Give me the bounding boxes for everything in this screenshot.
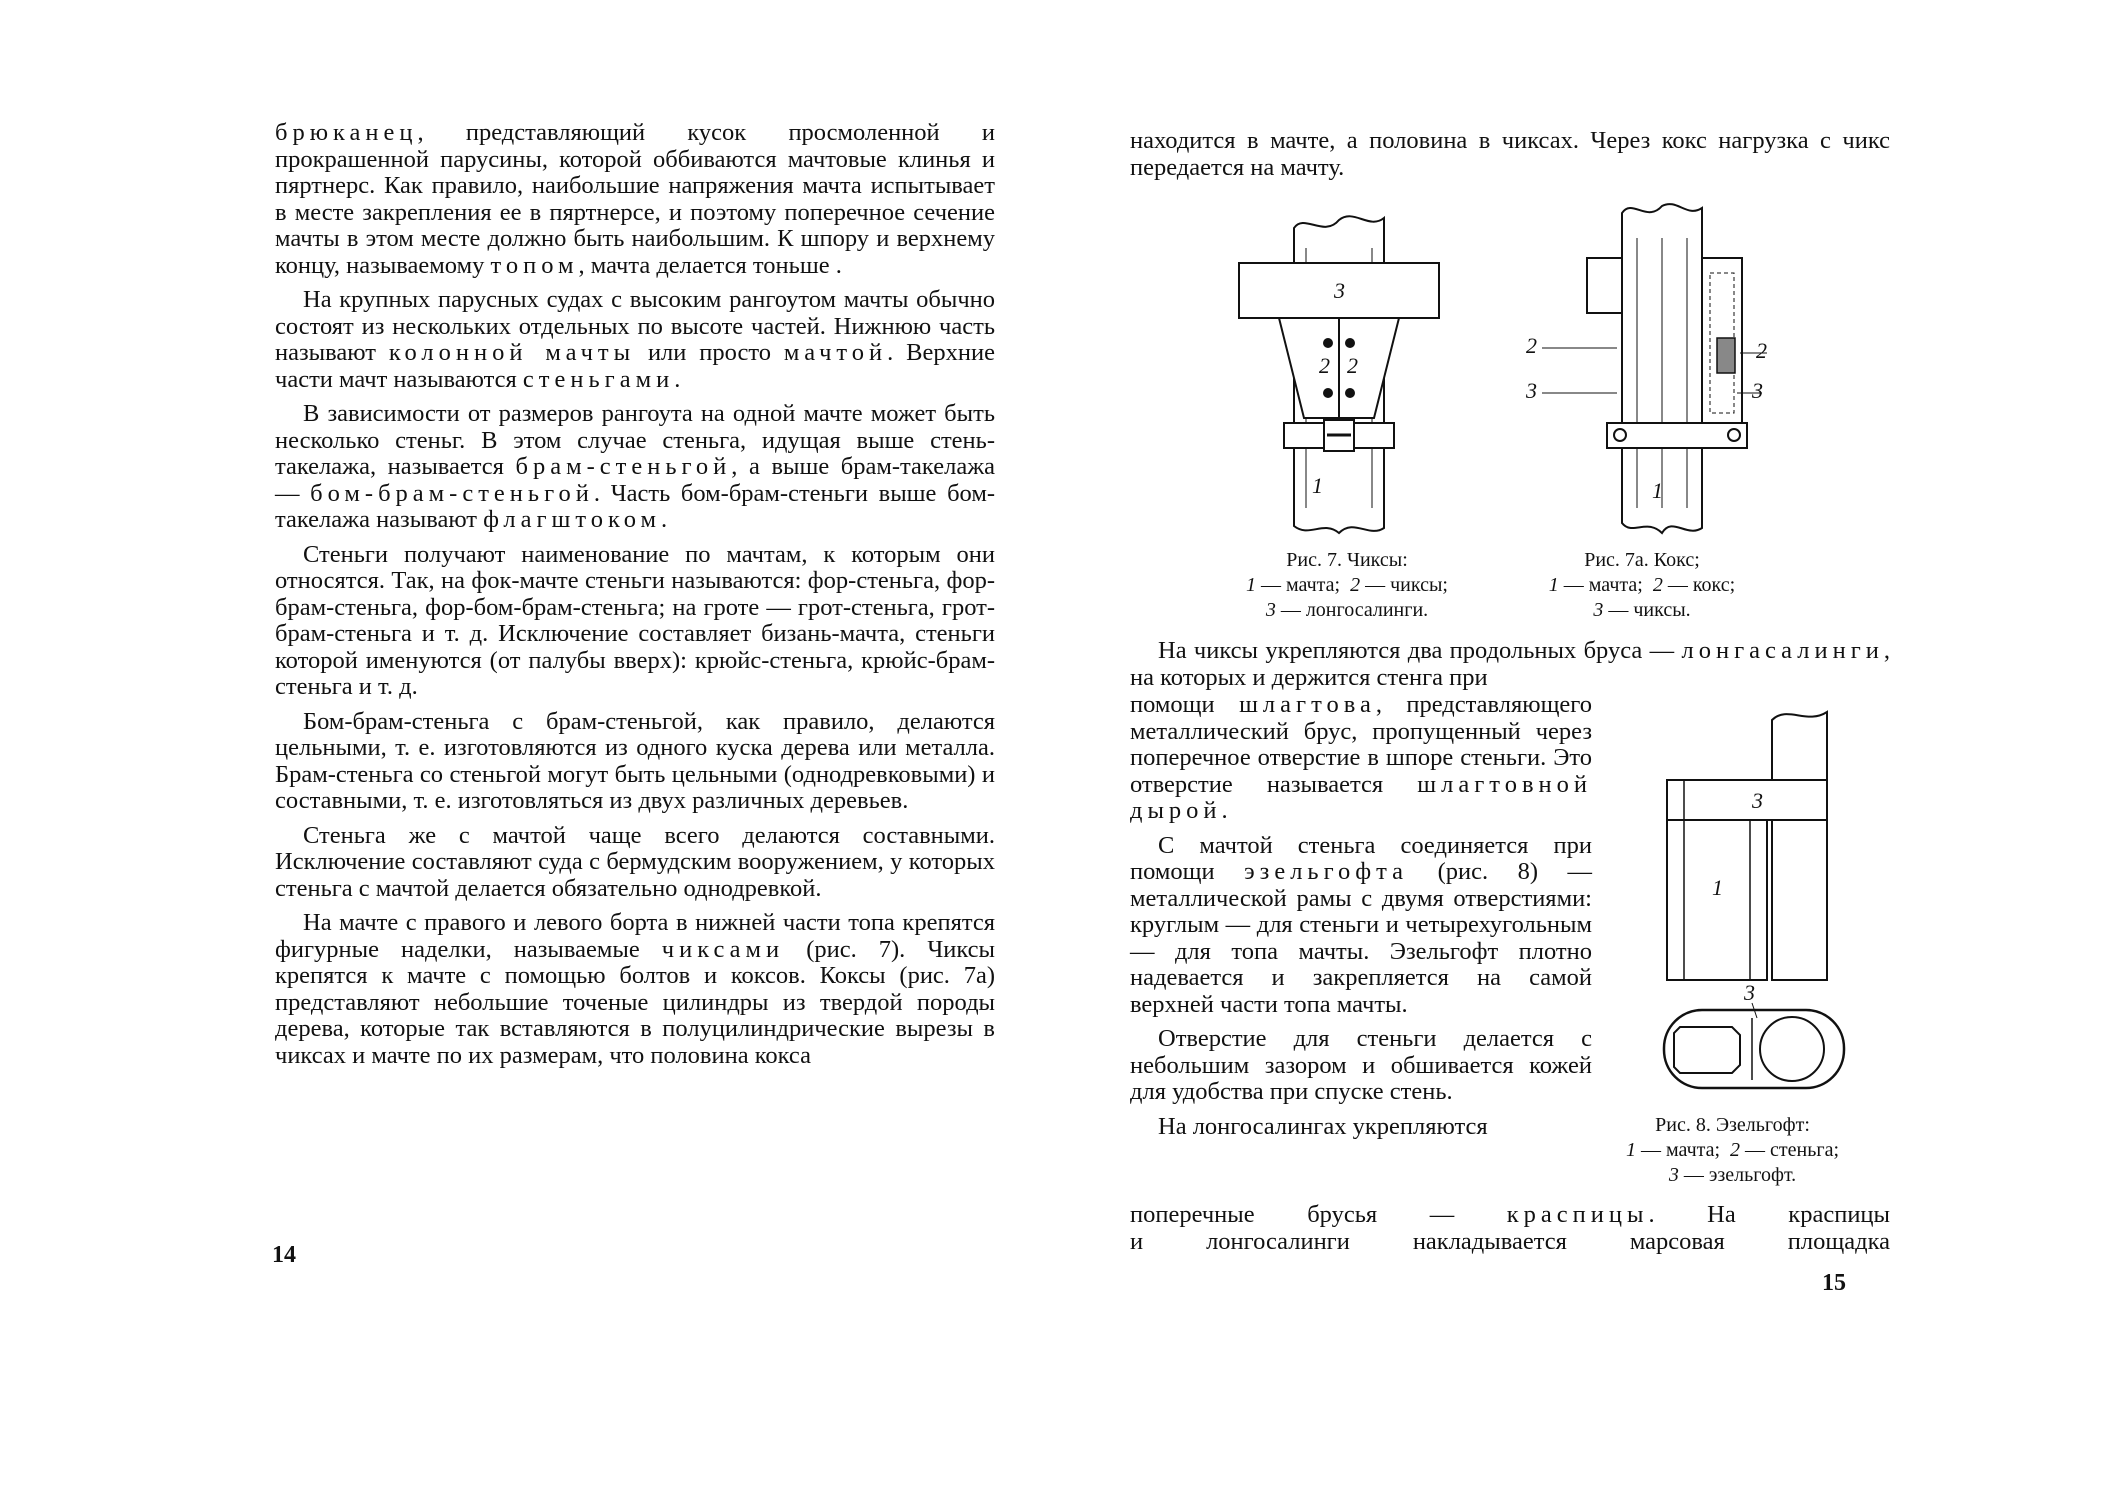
fig7a-label-2-left: 2	[1526, 333, 1537, 358]
text-run: (рис. 7). Чиксы крепятся к мачте с помощью болтов и коксов. Коксы (рис. 7а) представляют небольшие точеные цилиндры из твердой породы дерева, которые так вставляются в полуцилиндрические вырезы в чиксах и мачте по их размерам, что половина кокса	[275, 935, 995, 1069]
text-run: Стеньга же с мачтой чаще всего делаются составными. Исключение составляют суда с бермудским вооружением, у которых стеньга с мачтой делается обязательно однодревкой.	[275, 821, 995, 902]
right-narrow-column	[1130, 692, 1592, 1148]
fig7-caption	[1202, 548, 1492, 623]
fig7-label-3: 3	[1334, 278, 1345, 303]
text-run: , представляющий кусок просмоленной и прокрашенной парусины, которой оббиваются мачтовые клинья и пяртнерс. Как правило, наибольшие напряжения мачта испытывает в месте закрепления ее в пяртнерсе, и поэтому поперечное сечение мачты в этом месте должно быть наибольшим. К шпору и верхнему концу, называемому	[275, 119, 995, 279]
text-run: Стеньги получают наименование по мачтам, к которым они относятся. Так, на фок-мачте стеньги называются: фор-стеньга, фор-брам-стеньга, фор-бом-брам-стеньга; на гроте — грот-стеньга, грот-брам-стеньга и т. д. Исключение составляет бизань-мачта, стеньги которой именуются (от палубы вверх): крюйс-стеньга, крюйс-брам-стеньга и т. д.	[275, 540, 995, 700]
right-bottom-lines	[1130, 1202, 1890, 1255]
figure-7a-coak-diagram	[1512, 198, 1772, 538]
fig8-label-1: 1	[1712, 875, 1723, 900]
text-run: . Часть бом-брам-стеньги выше бом-такелажа называют	[275, 479, 995, 533]
fig8-caption-title: Рис. 8. Эзельгофт:	[1655, 1114, 1810, 1136]
fig7a-caption-legend: 1 — мачта; 2 — кокс; 3 — чиксы.	[1548, 574, 1736, 621]
text-run: , а выше брам-такелажа —	[275, 453, 995, 507]
page-number-left: 14	[272, 1242, 296, 1268]
spaced-term: шлагтова	[1239, 691, 1376, 718]
spaced-term: бом-брам-стеньгой	[310, 479, 594, 507]
text-run: (рис. 8) — металлической рамы с двумя отверстиями: круглым — для стеньги и четырехугольным — для топа мачты. Эзельгофт плотно надевается и закрепляется на самой верхней части топа мачты.	[1130, 858, 1592, 1018]
paragraph-p6	[275, 823, 995, 903]
bottom-line-0	[1130, 1202, 1890, 1229]
figure-7-cheeks-diagram	[1224, 208, 1454, 538]
fig7-label-1: 1	[1312, 473, 1323, 498]
text-run: В зависимости от размеров рангоута на одной мачте может быть несколько стеньг. В этом случае стеньга, идущая выше стень-такелажа, называется	[275, 400, 995, 480]
page-number-right: 15	[1822, 1270, 1846, 1296]
spaced-term: брам-стеньгой	[515, 453, 732, 480]
paragraph-p5	[275, 709, 995, 815]
text-run: Бом-брам-стеньга с брам-стеньгой, как правило, делаются цельными, т. е. изготовляются из одного куска дерева или металла. Брам-стеньга со стеньгой могут быть цельными (однодревковыми) и составными, т. е. изготовляться из двух различных деревьев.	[275, 707, 995, 814]
paragraph-p2	[275, 287, 995, 393]
text-run: , представляющего металлический брус, пропущенный через поперечное отверстие в шпоре стеньги. Это отверстие называется	[1130, 691, 1592, 798]
paragraph-p4	[275, 542, 995, 701]
fig7-caption-title: Рис. 7. Чиксы:	[1286, 549, 1408, 571]
text-run: .	[674, 365, 681, 393]
fig7a-label-3-right: 3	[1752, 378, 1763, 403]
text-run: помощи	[1130, 691, 1240, 718]
paragraph-r3	[1130, 1026, 1592, 1106]
paragraph-p7	[275, 910, 995, 1069]
right-longsaling-paragraph	[1130, 638, 1890, 699]
fig8-label-3-bottom: 3	[1744, 980, 1755, 1005]
text-run: находится в мачте, а половина в чиксах. Через кокс нагрузка с чикс передается на мачту.	[1130, 127, 1890, 181]
right-top-paragraph	[1130, 128, 1890, 189]
spaced-term: чиксами	[661, 935, 785, 963]
fig7a-label-1: 1	[1652, 478, 1663, 503]
fig7-label-2b: 2	[1347, 353, 1358, 378]
paragraph-p3	[275, 401, 995, 534]
text-run: На лонгосалингах укрепляются	[1158, 1112, 1488, 1140]
paragraph-p1	[275, 120, 995, 279]
fig8-caption-legend: 1 — мачта; 2 — стеньга; 3 — эзельгофт.	[1625, 1139, 1840, 1186]
text-run: На крупных парусных судах с высоким рангоутом мачты обычно состоят из нескольких отдельных по высоте частей. Нижнюю часть называют	[275, 286, 995, 366]
text-run: .	[661, 506, 668, 533]
paragraph-r1	[1130, 692, 1592, 825]
right-page	[1052, 0, 2105, 1489]
bottom-line-1	[1130, 1229, 1890, 1256]
paragraph-top-continued	[1130, 128, 1890, 181]
spaced-term: флагштоком	[483, 506, 661, 533]
paragraph-longsaling	[1130, 638, 1890, 691]
fig7a-caption-title: Рис. 7а. Кокс;	[1584, 549, 1700, 571]
spaced-term: мачтой	[783, 339, 888, 366]
left-page	[0, 0, 1052, 1489]
text-run: , на которых и держится стенга при	[1130, 637, 1890, 691]
fig8-caption	[1600, 1113, 1865, 1188]
figure-8-cap-diagram	[1612, 700, 1852, 1090]
fig8-label-3-top: 3	[1752, 788, 1763, 813]
text-run: Отверстие для стеньги делается с небольшим зазором и обшивается кожей для удобства при спуске стень.	[1130, 1025, 1592, 1105]
text-run: . Верхние части мачт называются	[275, 339, 995, 393]
fig7a-caption	[1492, 548, 1792, 623]
paragraph-r4	[1130, 1114, 1592, 1141]
text-run: На мачте с правого и левого борта в нижней части топа крепятся фигурные наделки, называемые	[275, 909, 995, 963]
text-run: , мачта делается тоньше .	[578, 251, 842, 279]
text-run: или просто	[635, 339, 784, 366]
text-run: С мачтой стеньга соединяется при помощи	[1130, 831, 1592, 885]
text-run: . На краспицы	[1648, 1201, 1890, 1228]
text-run: .	[1221, 797, 1228, 824]
spaced-term: брюканец	[275, 119, 418, 146]
spaced-term: шлагтовной дырой	[1130, 770, 1592, 824]
fig7a-label-3-left: 3	[1526, 378, 1537, 403]
text-run: поперечные брусья —	[1130, 1201, 1507, 1228]
paragraph-r2	[1130, 833, 1592, 1019]
fig7a-label-2-right: 2	[1756, 338, 1767, 363]
spaced-term: лонгасалинги	[1681, 637, 1884, 664]
fig7-caption-legend: 1 — мачта; 2 — чиксы; 3 — лонгосалинги.	[1246, 574, 1448, 621]
text-run: и лонгосалинги накладывается марсовая площадка	[1130, 1227, 1890, 1255]
spaced-term: краспицы	[1506, 1201, 1649, 1228]
fig7-label-2a: 2	[1319, 353, 1330, 378]
spaced-term: эзельгофта	[1244, 858, 1409, 885]
spaced-term: топом	[490, 251, 579, 279]
text-run: На чиксы укрепляются два продольных бруса —	[1158, 637, 1682, 664]
spaced-term: колонной мачты	[388, 339, 636, 366]
spaced-term: стеньгами	[522, 365, 675, 393]
left-text-column	[275, 120, 995, 1077]
